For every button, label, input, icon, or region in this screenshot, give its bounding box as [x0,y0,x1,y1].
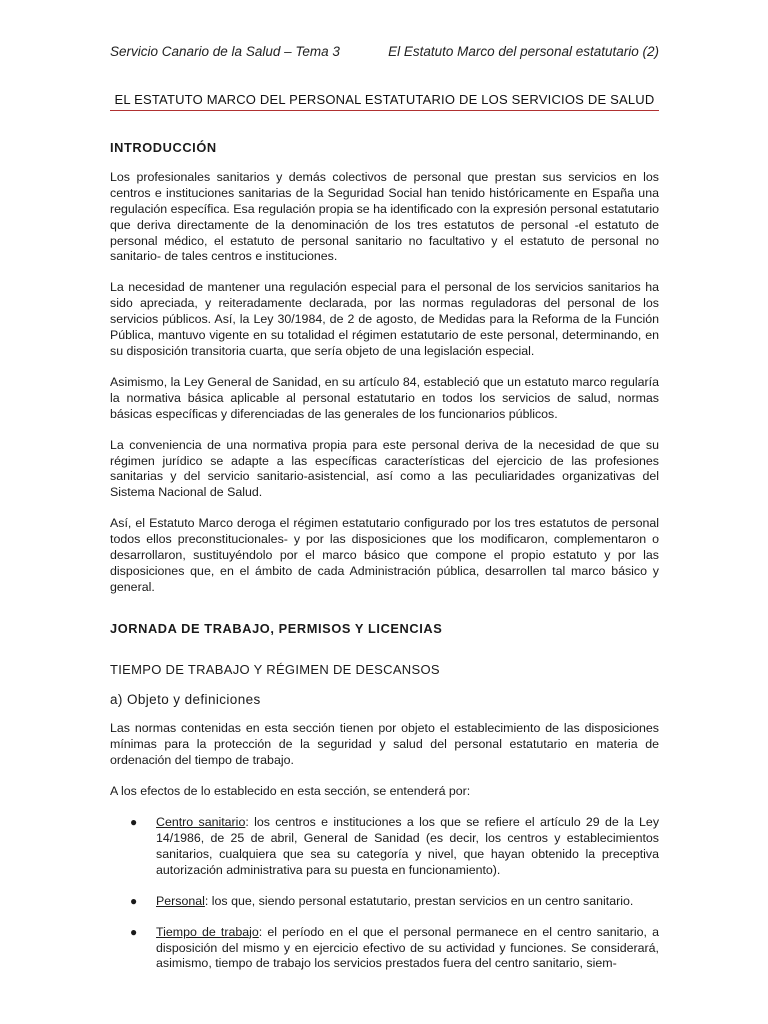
objeto-paragraph-2: A los efectos de lo establecido en esta sección, se entenderá por: [110,784,471,799]
definitions-list [110,815,659,972]
intro-paragraph-4: La conveniencia de una normativa propia para este personal deriva de la necesidad de que su régimen jurídico se adapte a las específicas características del ejercicio de las profesiones sanitarias y del servicio sanitario-asistencial, así como a las peculiaridades organizativas del Sistema Nacional de Salud. [110,437,659,500]
document-body [110,140,659,972]
bullet-icon: ● [130,815,138,830]
definition-term: Personal [156,893,205,908]
jornada-heading: JORNADA DE TRABAJO, PERMISOS Y LICENCIAS [110,620,443,636]
document-title: EL ESTATUTO MARCO DEL PERSONAL ESTATUTARIO DE LOS SERVICIOS DE SALUD [110,92,659,111]
bullet-icon: ● [130,893,138,908]
intro-paragraph-2: La necesidad de mantener una regulación especial para el personal de los servicios sanitarios ha sido apreciada, y reiteradamente declarada, por las normas reguladoras del personal de los servicios públicos. Así, la Ley 30/1984, de 2 de agosto, de Medidas para la Reforma de la Función Pública, mantuvo vigente en su totalidad el régimen estatutario de este personal, determinando, en su disposición transitoria cuarta, que sería objeto de una legislación especial. [110,280,659,358]
running-header [110,44,659,59]
intro-paragraph-1: Los profesionales sanitarios y demás colectivos de personal que prestan sus servicios en los centros e instituciones sanitarias de la Seguridad Social han tenido históricamente en España una regulación específica. Esa regulación propia se ha identificado con la expresión personal estatutario que deriva directamente de la denominación de los tres estatutos de personal -el estatuto de personal médico, el estatuto de personal sanitario no facultativo y el estatuto de personal no sanitario- de tales centros e instituciones. [110,169,659,264]
header-right: El Estatuto Marco del personal estatutario (2) [388,44,659,59]
intro-paragraph-3: Asimismo, la Ley General de Sanidad, en su artículo 84, estableció que un estatuto marco regularía la normativa básica aplicable al personal estatutario en todos los servicios de salud, normas básicas específicas y diferenciadas de las generales de los funcionarios públicos. [110,374,659,421]
bullet-icon: ● [130,924,138,939]
definition-item [110,925,659,973]
definition-text: : los que, siendo personal estatutario, prestan servicios en un centro sanitario. [204,893,634,908]
definition-item [110,894,659,910]
header-left: Servicio Canario de la Salud – Tema 3 [110,44,340,59]
definition-text: : el período en el que el personal permanece en el centro sanitario, a disposición del mismo y en ejercicio efectivo de su actividad y funciones. Se considerará, asimismo, tiempo de trabajo los servicios prestados fuera del centro sanitario, siem- [156,924,659,971]
objeto-heading: a) Objeto y definiciones [110,691,261,707]
definition-item [110,815,659,879]
intro-paragraph-5: Así, el Estatuto Marco deroga el régimen estatutario configurado por los tres estatutos de personal todos ellos preconstitucionales- y por las disposiciones que los modificaron, complementaron o desarrollaron, sustituyéndolo por el marco básico que compone el propio estatuto y por las disposiciones que, en el ámbito de cada Administración pública, desarrollen tal marco básico y general. [110,516,659,594]
tiempo-subheading: TIEMPO DE TRABAJO Y RÉGIMEN DE DESCANSOS [110,661,440,677]
definition-term: Tiempo de trabajo [156,924,259,939]
intro-heading: INTRODUCCIÓN [110,140,217,155]
objeto-paragraph-1: Las normas contenidas en esta sección tienen por objeto el establecimiento de las disposiciones mínimas para la protección de la seguridad y salud del personal estatutario en materia de ordenación del tiempo de trabajo. [110,721,659,768]
definition-term: Centro sanitario [156,815,246,830]
definition-text: : los centros e instituciones a los que se refiere el artículo 29 de la Ley 14/1986, de 25 de abril, General de Sanidad (es decir, los centros y establecimientos sanitarios, cualquiera que sea su categoría y nivel, que hayan obtenido la preceptiva autorización administrativa para su puesta en funcionamiento). [156,815,660,877]
